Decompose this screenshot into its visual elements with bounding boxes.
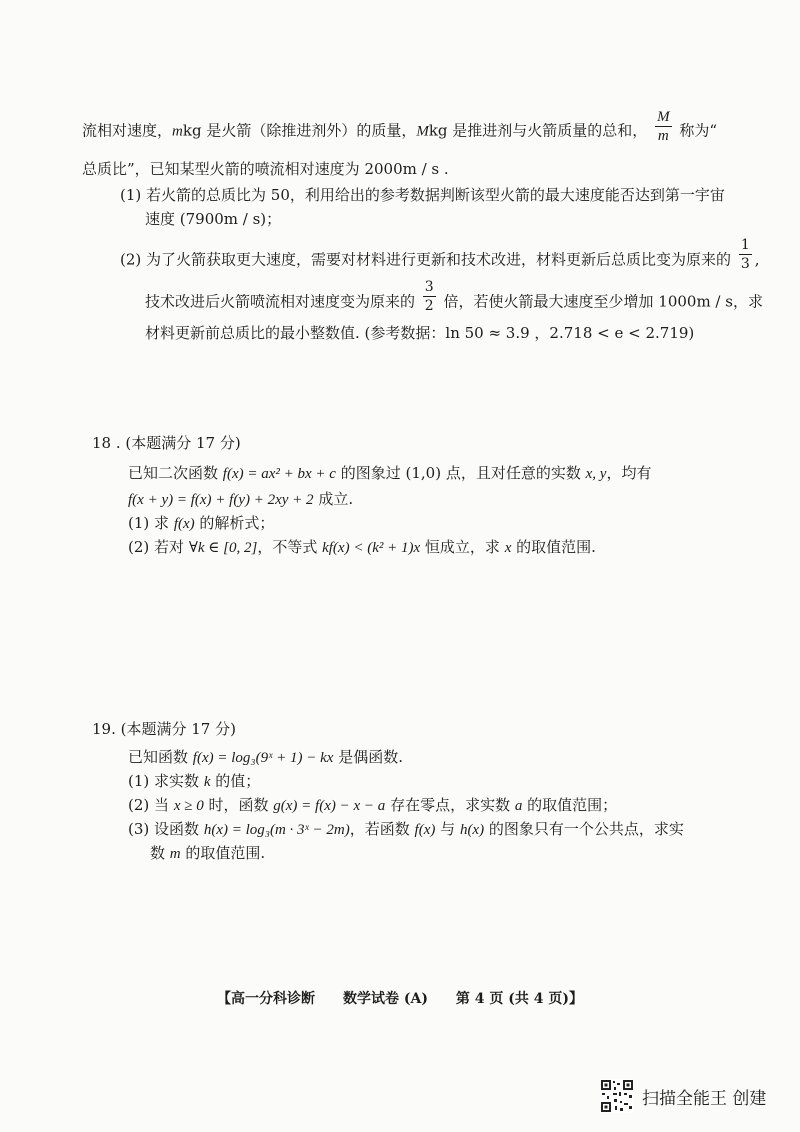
text: (2) 为了火箭获取更大速度，需要对材料进行更新和技术改进，材料更新后总质比变为原来的 xyxy=(120,250,732,269)
text: 时，函数 xyxy=(208,796,269,814)
text: (2) 若对 xyxy=(128,538,185,556)
page-footer: 【高一分科诊断 数学试卷 (A) 第 4 页 (共 4 页)】 xyxy=(216,991,584,1007)
p17-line-1 xyxy=(82,109,718,145)
text: 倍，若使火箭最大速度至少增加 1000m / s，求 xyxy=(443,292,763,311)
text: (1) 求 xyxy=(128,514,170,532)
text: ，均有 xyxy=(606,464,652,482)
text: 技术改进后火箭喷流相对速度变为原来的 xyxy=(145,292,416,311)
q19-sub-3 xyxy=(128,818,684,841)
text: 的值； xyxy=(215,772,261,790)
fraction-denominator: 2 xyxy=(424,298,434,314)
three-halves-fraction xyxy=(423,278,436,315)
math-fx: f(x) xyxy=(414,822,436,838)
text: ，不等式 xyxy=(257,538,318,556)
q18-heading: 18 . (本题满分 17 分) xyxy=(92,434,241,452)
math-forall-k: ∀k ∈ [0, 2] xyxy=(188,540,258,556)
math-x: x xyxy=(504,540,512,556)
text: (3) 设函数 xyxy=(128,820,200,838)
math-a: a xyxy=(514,798,523,814)
q19-line-1 xyxy=(128,746,403,769)
text: 称为“ xyxy=(679,121,718,140)
text: 存在零点，求实数 xyxy=(390,796,511,814)
text: ，若函数 xyxy=(349,820,410,838)
text: 是偶函数. xyxy=(338,748,403,766)
fraction-denominator: 3 xyxy=(740,256,750,272)
math-h-def: h(x) = log₃(m · 3ˣ − 2m) xyxy=(203,822,350,838)
text: 流相对速度， xyxy=(82,121,173,140)
math-g-def: g(x) = f(x) − x − a xyxy=(273,798,386,814)
variables-xy: x, y xyxy=(585,466,607,482)
q18-line-1 xyxy=(128,462,651,485)
text: 的取值范围. xyxy=(516,538,596,556)
text: 成立. xyxy=(318,490,354,508)
text: 的取值范围. xyxy=(185,844,266,862)
q19-sub-1 xyxy=(128,770,260,793)
q19-heading: 19. (本题满分 17 分) xyxy=(92,720,236,738)
text: 的解析式； xyxy=(199,514,275,532)
q19-sub-2 xyxy=(128,794,617,817)
math-k: k xyxy=(203,774,211,790)
mass-ratio-fraction xyxy=(655,108,672,145)
text: 已知函数 xyxy=(128,748,189,766)
text: 的取值范围； xyxy=(527,796,618,814)
math-m: m xyxy=(172,123,183,140)
text: 的图象只有一个公共点，求实 xyxy=(488,820,684,838)
q18-line-2 xyxy=(128,488,353,511)
text: 已知二次函数 xyxy=(128,464,219,482)
math-condition: x ≥ 0 xyxy=(173,798,204,814)
p17-question-1b: 速度 (7900m / s)； xyxy=(145,210,282,228)
p17-question-2a: (2) 为了火箭获取更大速度，需要对材料进行更新和技术改进，材料更新后总质比变为原来的 $\frac{1}{3}$ , xyxy=(120,237,760,272)
math-M: M xyxy=(416,123,429,140)
math-inequality: kf(x) < (k² + 1)x xyxy=(322,540,421,556)
fraction-numerator: 3 xyxy=(424,279,434,295)
text: (1) 求实数 xyxy=(128,772,200,790)
quadratic-formula: f(x) = ax² + bx + c xyxy=(222,466,336,482)
fraction-numerator: M xyxy=(657,109,670,125)
qr-code-icon xyxy=(600,1079,634,1113)
text: (2) 当 xyxy=(128,796,170,814)
one-third-fraction xyxy=(739,236,752,273)
math-function-def: f(x) = log₃(9ˣ + 1) − kx xyxy=(192,750,334,766)
text: kg 是推进剂与火箭质量的总和， xyxy=(428,121,648,140)
text: 恒成立，求 xyxy=(424,538,500,556)
p17-question-2c: 材料更新前总质比的最小整数值. (参考数据：ln 50 ≈ 3.9 ，2.718 < e < 2.719) xyxy=(145,324,695,342)
math-m: m xyxy=(169,846,181,862)
text: kg 是火箭（除推进剂外）的质量， xyxy=(182,121,417,140)
scanner-watermark-label: 扫描全能王 创建 xyxy=(642,1089,767,1109)
p17-question-2b xyxy=(145,279,763,315)
p17-line-2: 总质比”，已知某型火箭的喷流相对速度为 2000m / s . xyxy=(82,160,449,178)
p17-question-1a: (1) 若火箭的总质比为 50，利用给出的参考数据判断该型火箭的最大速度能否达到第一宇宙 xyxy=(120,186,725,204)
text: 数 xyxy=(150,844,166,862)
q18-sub-1 xyxy=(128,512,274,535)
text: 与 xyxy=(440,820,456,838)
fraction-numerator: 1 xyxy=(740,237,750,253)
math-fx: f(x) xyxy=(173,516,195,532)
functional-equation: f(x + y) = f(x) + f(y) + 2xy + 2 xyxy=(128,492,314,508)
q18-sub-2 xyxy=(128,536,596,559)
math-hx: h(x) xyxy=(459,822,485,838)
q19-sub-3-cont xyxy=(150,842,265,865)
text: 的图象过 (1,0) 点，且对任意的实数 xyxy=(340,464,581,482)
fraction-denominator: m xyxy=(657,128,669,144)
